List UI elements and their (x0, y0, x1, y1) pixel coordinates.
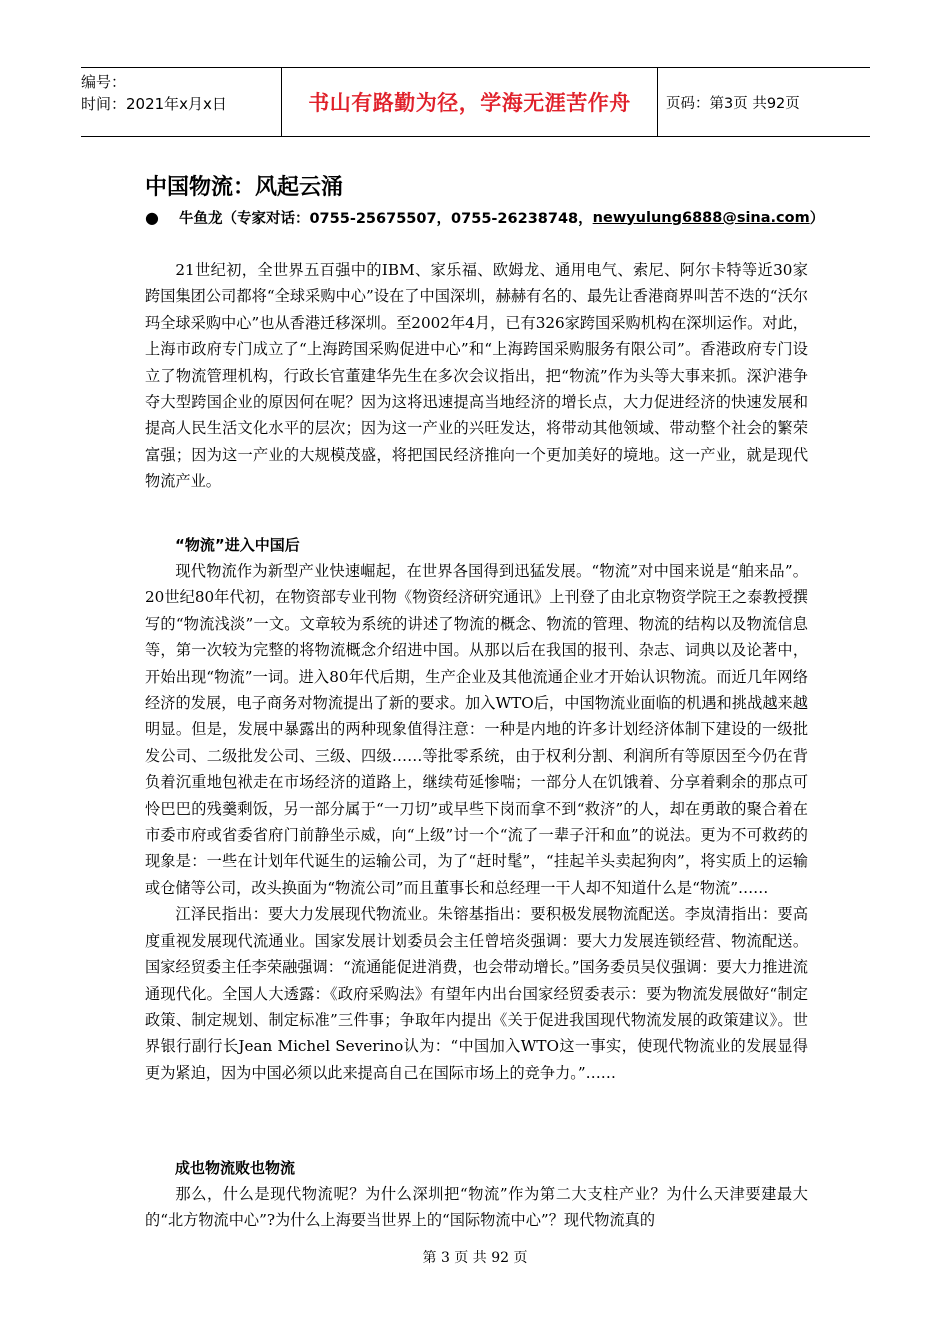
header-meta (81, 68, 281, 136)
author-email-link[interactable]: newyulung6888@sina.com (592, 209, 810, 226)
intro-block (145, 257, 808, 495)
section-2-paragraph-1: 那么，什么是现代物流呢？为什么深圳把“物流”作为第二大支柱产业？为什么天津要建最大的“北方物流中心”?为什么上海要当世界上的“国际物流中心”？现代物流真的 (145, 1185, 808, 1230)
header-motto: 书山有路勤为径，学海无涯苦作舟 (308, 91, 631, 115)
header-time-label: 时间：2021年x月x日 (81, 95, 227, 113)
header-motto-cell (281, 68, 658, 136)
bullet-icon: ● (145, 208, 159, 227)
author-suffix: ） (809, 211, 825, 227)
section-2-heading: 成也物流败也物流 (175, 1159, 296, 1177)
page-header (81, 67, 870, 137)
author-prefix: 牛鱼龙（专家对话：0755-25675507，0755-26238748， (178, 211, 593, 227)
header-page-info: 页码：第3页 共92页 (666, 95, 800, 112)
section-1-heading: “物流”进入中国后 (175, 536, 300, 554)
article-title: 中国物流：风起云涌 (145, 175, 344, 200)
author-line (145, 207, 824, 228)
section-1-paragraph-2: 江泽民指出：要大力发展现代物流业。朱镕基指出：要积极发展物流配送。李岚清指出：要高度重视发展现代流通业。国家发展计划委员会主任曾培炎强调：要大力发展连锁经营、物流配送。国家经贸委主任李荣融强调：“流通能促进消费，也会带动增长。”国务委员吴仪强调：要大力推进流通现代化。全国人大透露：《政府采购法》有望年内出台国家经贸委表示：要为物流发展做好“制定政策、制定规划、制定标准”三件事；争取年内提出《关于促进我国现代物流发展的政策建议》。世界银行副行长Jean Michel Severino认为：“中国加入WTO这一事实，使现代物流业的发展显得更为紧迫，因为中国必须以此来提高自己在国际市场上的竞争力。”…… (145, 905, 808, 1082)
section-1 (145, 532, 808, 1086)
intro-paragraph: 21世纪初，全世界五百强中的IBM、家乐福、欧姆龙、通用电气、索尼、阿尔卡特等近30家跨国集团公司都将“全球采购中心”设在了中国深圳，赫赫有名的、最先让香港商界叫苦不迭的“沃尔玛全球采购中心”也从香港迁移深圳。至2002年4月，已有326家跨国采购机构在深圳运作。对此，上海市政府专门成立了“上海跨国采购促进中心”和“上海跨国采购服务有限公司”。香港政府专门设立了物流管理机构，行政长官董建华先生在多次会议指出，把“物流”作为头等大事来抓。深沪港争夺大型跨国企业的原因何在呢？因为这将迅速提高当地经济的增长点，大力促进经济的快速发展和提高人民生活文化水平的层次；因为这一产业的兴旺发达，将带动其他领域、带动整个社会的繁荣富强；因为这一产业的大规模茂盛，将把国民经济推向一个更加美好的境地。这一产业，就是现代物流产业。 (145, 261, 808, 491)
section-1-paragraph-1: 现代物流作为新型产业快速崛起，在世界各国得到迅猛发展。“物流”对中国来说是“舶来品”。20世纪80年代初，在物资部专业刊物《物资经济研究通讯》上刊登了由北京物资学院王之泰教授撰写的“物流浅淡”一文。文章较为系统的讲述了物流的概念、物流的管理、物流的结构以及物流信息等，第一次较为完整的将物流概念介绍进中国。从那以后在我国的报刊、杂志、词典以及论著中，开始出现“物流”一词。进入80年代后期，生产企业及其他流通企业才开始认识物流。而近几年网络经济的发展，电子商务对物流提出了新的要求。加入WTO后，中国物流业面临的机遇和挑战越来越明显。但是，发展中暴露出的两种现象值得注意：一种是内地的许多计划经济体制下建设的一级批发公司、二级批发公司、三级、四级……等批零系统，由于权利分割、利润所有等原因至今仍在背负着沉重地包袱走在市场经济的道路上，继续苟延惨喘；一部分人在饥饿着、分享着剩余的那点可怜巴巴的残羹剩饭，另一部分属于“一刀切”或早些下岗而拿不到“救济”的人，却在勇敢的聚合着在市委市府或省委省府门前静坐示威，向“上级”讨一个“流了一辈子汗和血”的说法。更为不可救药的现象是：一些在计划年代诞生的运输公司，为了“赶时髦”，“挂起羊头卖起狗肉”，将实质上的运输或仓储等公司，改头换面为“物流公司”而且董事长和总经理一干人却不知道什么是“物流”…… (145, 562, 808, 897)
header-number-label: 编号： (81, 73, 127, 91)
section-2 (145, 1155, 808, 1234)
page-footer: 第 3 页 共 92 页 (422, 1250, 528, 1266)
